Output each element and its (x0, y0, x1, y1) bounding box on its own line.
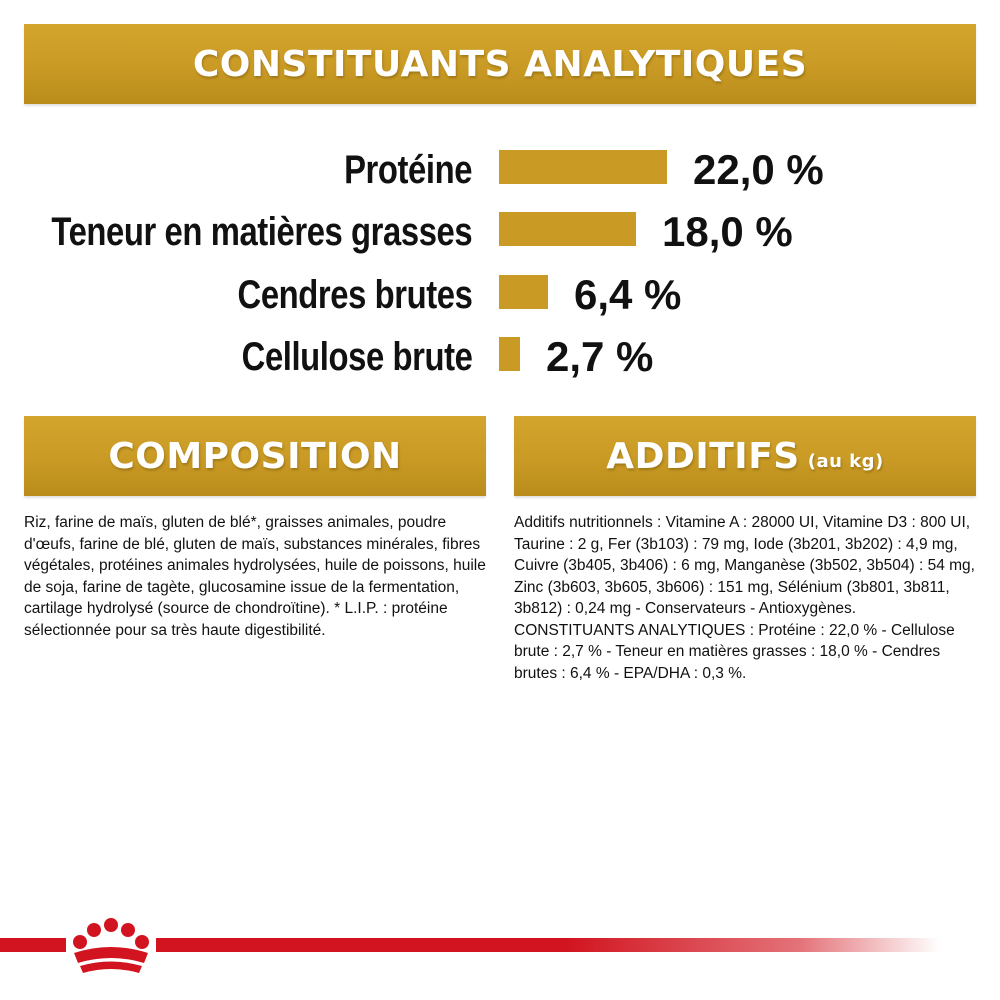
analytics-label: Protéine (344, 148, 472, 192)
analytics-row-protein (0, 140, 1000, 200)
analytics-title: CONSTITUANTS ANALYTIQUES (192, 43, 808, 85)
analytics-bar (499, 212, 636, 246)
additifs-title: ADDITIFS (606, 435, 800, 477)
analytics-row-ash (0, 265, 1000, 325)
additifs-subtitle: (au kg) (807, 450, 884, 472)
additifs-title-wrap (514, 416, 976, 496)
analytics-label: Cendres brutes (237, 273, 472, 317)
composition-text: Riz, farine de maïs, gluten de blé*, graisses animales, poudre d'œufs, farine de blé, gluten de maïs, substances minérales, fibres végétales, protéines animales hydrolysées, huile de poissons, huile de soja, farine de tagète, glucosamine issue de la fermentation, cartilage hydrolysé (source de chondroïtine). * L.I.P. : protéine sélectionnée pour sa très haute digestibilité. (24, 514, 486, 639)
analytics-value: 6,4 % (574, 271, 682, 318)
additifs-header (514, 416, 976, 496)
analytics-row-fat (0, 202, 1000, 262)
analytics-bar (499, 337, 520, 371)
crown-icon (66, 913, 156, 979)
analytics-bar (499, 275, 548, 309)
analytics-bar (499, 150, 667, 184)
analytics-value: 22,0 % (693, 146, 824, 193)
analytics-value: 18,0 % (662, 208, 793, 255)
analytics-value: 2,7 % (546, 333, 654, 380)
analytics-label: Cellulose brute (241, 335, 472, 379)
analytics-header (24, 24, 976, 104)
analytics-label: Teneur en matières grasses (51, 210, 472, 254)
composition-title: COMPOSITION (108, 435, 402, 477)
composition-header (24, 416, 486, 496)
additifs-text: Additifs nutritionnels : Vitamine A : 28000 UI, Vitamine D3 : 800 UI, Taurine : 2 g, Fer (3b103) : 79 mg, Iode (3b201, 3b202) : 4,9 mg, Cuivre (3b405, 3b406) : 6 mg, Manganèse (3b502, 3b504) : 54 mg, Zinc (3b603, 3b605, 3b606) : 151 mg, Sélénium (3b801, 3b811, 3b812) : 0,24 mg - Conservateurs - Antioxygènes. CONSTITUANTS ANALYTIQUES : Protéine : 22,0 % - Cellulose brute : 2,7 % - Teneur en matières grasses : 18,0 % - Cendres brutes : 6,4 % - EPA/DHA : 0,3 %. (514, 514, 975, 682)
analytics-row-fiber (0, 327, 1000, 387)
